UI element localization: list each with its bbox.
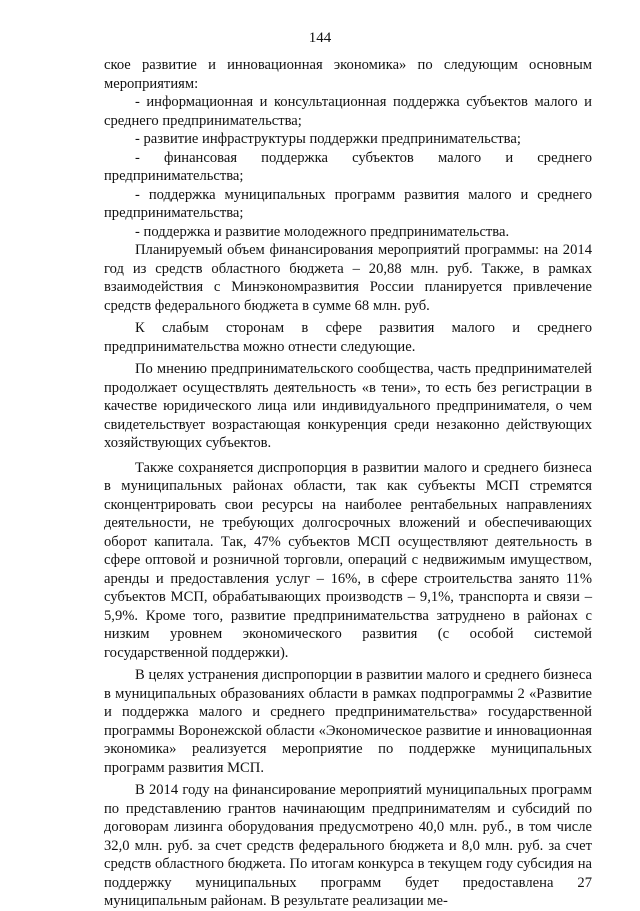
list-item: - развитие инфраструктуры поддержки предпринимательства;: [135, 131, 521, 147]
document-body: [104, 56, 592, 911]
paragraph: К слабым сторонам в сфере развития малого и среднего предпринимательства можно отнести следующие.: [104, 320, 592, 355]
list-item: - поддержка муниципальных программ развития малого и среднего предпринимательства;: [104, 186, 592, 221]
paragraph: В 2014 году на финансирование мероприятий муниципальных программ по представлению грантов начинающим предпринимателям и субсидий по договорам лизинга оборудования предусмотрено 40,0 млн. руб., в том числе 32,0 млн. руб. за счет средств федерального бюджета и 8,0 млн. руб. за счет средств областного бюджета. По итогам конкурса в текущем году субсидия на поддержку муниципальных программ будет предоставлена 27 муниципальным районам. В результате реализации ме-: [104, 782, 592, 909]
page-number: 144: [308, 30, 332, 46]
paragraph: По мнению предпринимательского сообщества, часть предпринимателей продолжает осуществлять деятельность «в тени», то есть без регистрации в качестве юридического лица или индивидуального предпринимателя, о чем свидетельствует возрастающая конкуренция среди незаконно действующих хозяйствующих субъектов.: [104, 361, 592, 451]
list-item: - поддержка и развитие молодежного предпринимательства.: [135, 223, 510, 240]
paragraph: ское развитие и инновационная экономика» по следующим основным мероприятиям:: [104, 57, 592, 92]
list-item: - финансовая поддержка субъектов малого и среднего предпринимательства;: [104, 149, 592, 184]
paragraph: Также сохраняется диспропорция в развитии малого и среднего бизнеса в муниципальных районах области, так как субъекты МСП стремятся сконцентрировать свои ресурсы на наиболее рентабельных направлениях деятельности, не требующих долгосрочных вложений и обеспечивающих оборот капитала. Так, 47% субъектов МСП осуществляют деятельность в сфере оптовой и розничной торговли, операций с недвижимым имуществом, аренды и предоставления услуг – 16%, в сфере строительства занято 11% субъектов МСП, обрабатывающих производств – 9,1%, транспорта и связи – 5,9%. Кроме того, развитие предпринимательства затруднено в районах с низким уровнем экономического развития (с особой системой государственной поддержки).: [104, 459, 592, 661]
list-item: - информационная и консультационная поддержка субъектов малого и среднего предпринимательства;: [104, 94, 592, 129]
paragraph: Планируемый объем финансирования мероприятий программы: на 2014 год из средств областного бюджета – 20,88 млн. руб. Также, в рамках взаимодействия с Минэкономразвития России планируется привлечение средств федерального бюджета в сумме 68 млн. руб.: [104, 242, 592, 314]
paragraph: В целях устранения диспропорции в развитии малого и среднего бизнеса в муниципальных образованиях области в рамках подпрограммы 2 «Развитие и поддержка малого и среднего предпринимательства» государственной программы Воронежской области «Экономическое развитие и инновационная экономика» реализуется мероприятие по поддержке муниципальных программ развития МСП.: [104, 667, 592, 776]
